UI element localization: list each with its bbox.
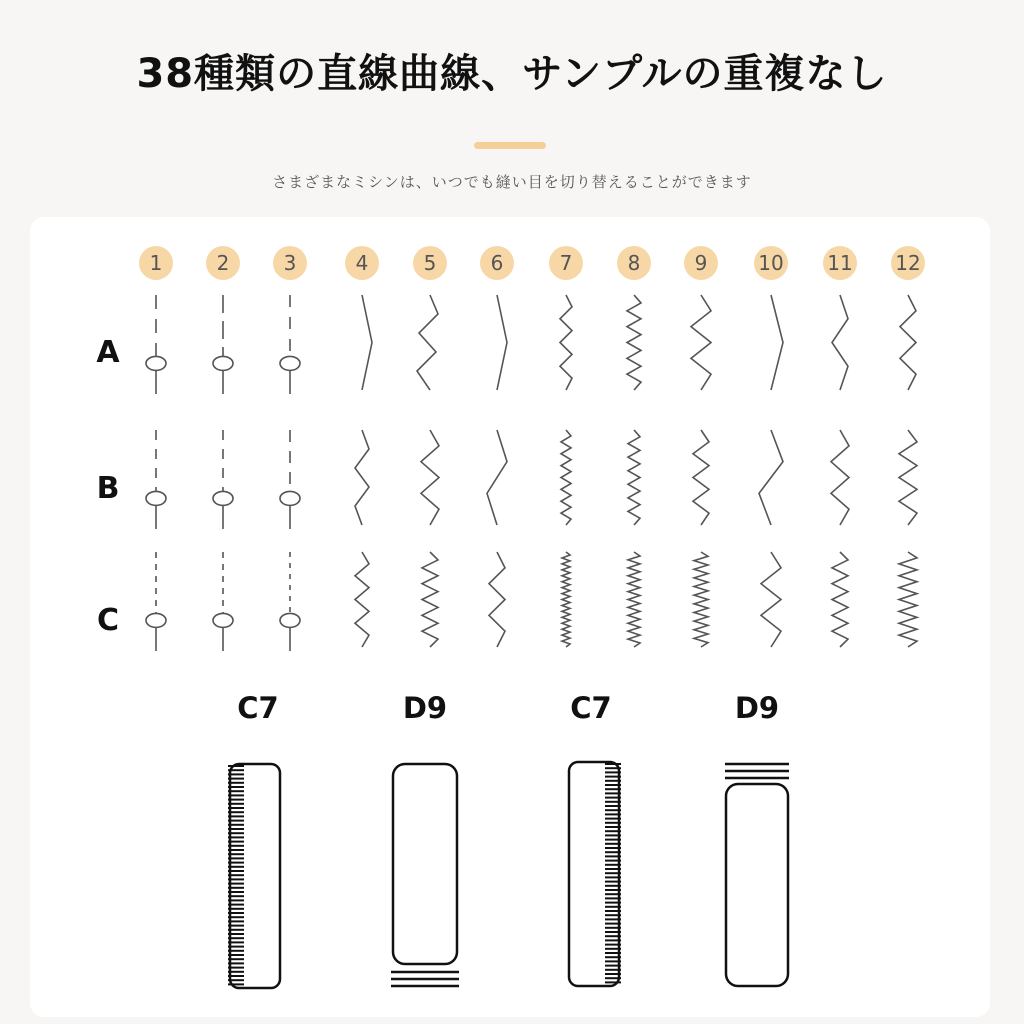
column-number-12: [891, 246, 925, 280]
stitch-a5-icon: [417, 295, 438, 390]
stitch-c4-icon: [355, 552, 369, 647]
presser-foot-1: [228, 691, 280, 988]
stitch-c2-icon: [213, 552, 233, 651]
presser-foot-label: D9: [734, 691, 780, 725]
stitch-a12-icon: [900, 295, 916, 390]
stitch-b1-icon: [146, 430, 166, 529]
column-number-5: [413, 246, 447, 280]
stitch-b2-icon: [213, 430, 233, 529]
column-number-text: 6: [490, 251, 504, 275]
column-number-9: [684, 246, 718, 280]
stitch-b5-icon: [421, 430, 439, 525]
stitch-c11-icon: [832, 552, 848, 647]
foot-comb-left-icon: [228, 764, 280, 988]
stitch-a9-icon: [691, 295, 711, 390]
presser-foot-label: C7: [237, 691, 279, 725]
presser-foot-label: D9: [402, 691, 448, 725]
stitch-c6-icon: [489, 552, 505, 647]
presser-foot-label: C7: [570, 691, 612, 725]
stitch-c8-icon: [628, 552, 640, 647]
stitch-c10-icon: [761, 552, 781, 647]
page-title: 38種類の直線曲線、サンプルの重複なし: [136, 51, 888, 97]
stitch-c3-icon: [280, 552, 300, 651]
column-number-text: 1: [149, 251, 163, 275]
column-number-1: [139, 246, 173, 280]
stitch-b4-icon: [355, 430, 369, 525]
column-number-text: 5: [423, 251, 437, 275]
column-number-text: 4: [355, 251, 369, 275]
stitch-c7-icon: [562, 552, 570, 647]
column-number-text: 7: [559, 251, 573, 275]
column-number-7: [549, 246, 583, 280]
column-number-text: 9: [694, 251, 708, 275]
foot-comb-right-icon: [569, 762, 621, 986]
stitch-a1-icon: [146, 295, 166, 394]
stitch-c1-icon: [146, 552, 166, 651]
stitch-c5-icon: [422, 552, 438, 647]
column-number-text: 8: [627, 251, 641, 275]
stitch-a11-icon: [832, 295, 848, 390]
stitch-a6-icon: [497, 295, 507, 390]
presser-foot-3: [569, 691, 621, 986]
row-label-b: B: [96, 471, 120, 506]
stitch-c9-icon: [694, 552, 708, 647]
foot-bars-bottom-icon: [391, 764, 459, 986]
foot-bars-top-icon: [725, 764, 789, 986]
stitch-a3-icon: [280, 295, 300, 394]
column-number-11: [823, 246, 857, 280]
row-label-a: A: [96, 335, 120, 370]
stitch-b9-icon: [693, 430, 709, 525]
stitch-b12-icon: [899, 430, 917, 525]
stitch-c12-icon: [899, 552, 917, 647]
stitch-a2-icon: [213, 295, 233, 394]
presser-foot-4: [725, 691, 789, 986]
stitch-a8-icon: [627, 295, 641, 390]
column-number-6: [480, 246, 514, 280]
column-number-text: 11: [827, 251, 853, 275]
stitch-b6-icon: [487, 430, 507, 525]
stitch-a7-icon: [560, 295, 572, 390]
column-number-text: 3: [283, 251, 297, 275]
column-number-10: [754, 246, 788, 280]
column-number-4: [345, 246, 379, 280]
column-number-text: 2: [216, 251, 230, 275]
column-number-text: 10: [758, 251, 784, 275]
column-number-8: [617, 246, 651, 280]
presser-foot-2: [391, 691, 459, 986]
stitch-a4-icon: [362, 295, 372, 390]
column-number-3: [273, 246, 307, 280]
stitch-b7-icon: [561, 430, 571, 525]
stitch-b10-icon: [759, 430, 783, 525]
stitch-a10-icon: [771, 295, 783, 390]
page-subtitle: さまざまなミシンは、いつでも縫い目を切り替えることができます: [272, 173, 752, 191]
column-number-text: 12: [895, 251, 921, 275]
column-number-2: [206, 246, 240, 280]
stitch-b11-icon: [831, 430, 849, 525]
stitch-b3-icon: [280, 430, 300, 529]
stitch-b8-icon: [628, 430, 640, 525]
row-label-c: C: [96, 603, 120, 638]
